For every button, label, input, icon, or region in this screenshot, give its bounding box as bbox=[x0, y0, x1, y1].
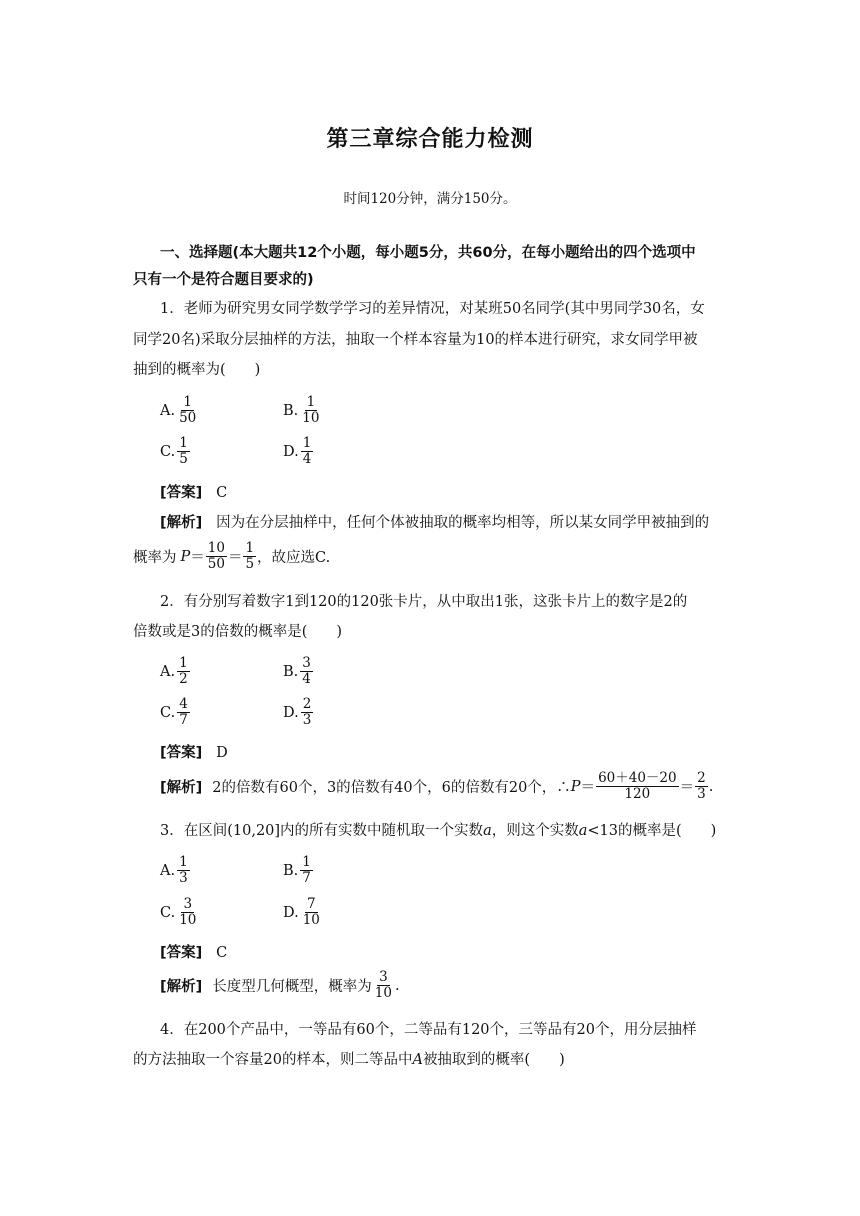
option-label: A. bbox=[160, 663, 176, 680]
q1-line2: 同学20名)采取分层抽样的方法，抽取一个样本容量为10的样本进行研究，求女同学甲被 bbox=[133, 332, 698, 348]
answer-value: C bbox=[216, 485, 228, 501]
option-fraction: $\frac{1}{5}$ bbox=[179, 435, 188, 467]
option-label: C. bbox=[160, 904, 176, 921]
q3-option-b bbox=[283, 855, 314, 886]
q1-analysis-line2 bbox=[133, 541, 330, 572]
analysis-tag: [解析] bbox=[160, 515, 203, 531]
q2-answer bbox=[160, 743, 228, 763]
analysis-fraction: $\frac{1}{5}$ bbox=[245, 540, 255, 572]
answer-tag: [答案] bbox=[160, 745, 203, 761]
q3-text: 3．在区间(10,20]内的所有实数中随机取一个实数 bbox=[160, 823, 484, 839]
q2-option-d bbox=[283, 697, 314, 728]
q2-option-c bbox=[160, 697, 191, 728]
analysis-fraction: $\frac{2}{3}$ bbox=[697, 770, 706, 802]
equals-sign: ＝ bbox=[190, 550, 205, 566]
section-heading-line2: 只有一个是符合题目要求的) bbox=[133, 272, 314, 288]
q1-option-b bbox=[283, 395, 322, 426]
variable-a: a bbox=[578, 823, 588, 839]
equals-sign: ＝ bbox=[679, 780, 695, 796]
q4-text: 被抽取到的概率( ) bbox=[422, 1052, 565, 1068]
q2-option-a bbox=[160, 656, 191, 687]
q3-answer bbox=[160, 943, 227, 963]
q1-line3: 抽到的概率为( ) bbox=[133, 362, 261, 378]
q3-line1 bbox=[160, 821, 716, 841]
analysis-text: 长度型几何概型，概率为 bbox=[212, 979, 372, 995]
option-label: C. bbox=[160, 704, 176, 721]
equals-sign: ＝ bbox=[227, 550, 243, 566]
equals-sign: ＝ bbox=[580, 780, 596, 796]
analysis-fraction: $\frac{60+40-20}{120}$ bbox=[598, 770, 677, 802]
option-fraction: $\frac{3}{4}$ bbox=[302, 655, 311, 687]
option-label: B. bbox=[283, 663, 299, 680]
option-label: B. bbox=[283, 402, 299, 419]
analysis-text: 概率为 bbox=[133, 550, 177, 566]
option-label: D. bbox=[283, 704, 299, 721]
option-fraction: $\frac{1}{3}$ bbox=[179, 854, 188, 886]
variable-a: a bbox=[483, 823, 492, 839]
q3-option-d bbox=[283, 897, 323, 928]
q4-line1: 4．在200个产品中，一等品有60个，二等品有120个，三等品有20个，用分层抽样 bbox=[160, 1022, 697, 1038]
option-fraction: $\frac{2}{3}$ bbox=[302, 696, 312, 728]
q2-option-b bbox=[283, 656, 314, 687]
answer-tag: [答案] bbox=[160, 485, 203, 501]
analysis-text: ，故应选C. bbox=[257, 550, 331, 566]
option-fraction: $\frac{1}{4}$ bbox=[302, 435, 312, 467]
option-fraction: $\frac{1}{7}$ bbox=[302, 854, 311, 886]
option-label: D. bbox=[283, 443, 299, 460]
analysis-text: . bbox=[708, 778, 714, 795]
option-fraction: $\frac{1}{10}$ bbox=[302, 394, 320, 426]
page-subtitle: 时间120分钟，满分150分。 bbox=[343, 191, 517, 207]
option-fraction: $\frac{4}{7}$ bbox=[179, 696, 188, 728]
q4-line2 bbox=[133, 1050, 565, 1070]
option-fraction: $\frac{1}{2}$ bbox=[179, 655, 188, 687]
page-title: 第三章综合能力检测 bbox=[326, 127, 534, 152]
q2-analysis bbox=[160, 771, 713, 802]
analysis-text: 2的倍数有60个，3的倍数有40个，6的倍数有20个，∴ bbox=[212, 780, 571, 796]
q1-line1: 1．老师为研究男女同学数学学习的差异情况，对某班50名同学(其中男同学30名，女 bbox=[160, 301, 705, 317]
analysis-fraction: $\frac{10}{50}$ bbox=[207, 540, 225, 572]
q3-text: <13的概率是( ) bbox=[587, 823, 717, 839]
q3-text: ，则这个实数 bbox=[491, 823, 579, 839]
q2-line1: 2．有分别写着数字1到120的120张卡片，从中取出1张，这张卡片上的数字是2的 bbox=[160, 594, 688, 610]
option-fraction: $\frac{7}{10}$ bbox=[302, 896, 320, 928]
analysis-text: 因为在分层抽样中，任何个体被抽取的概率均相等，所以某女同学甲被抽到的 bbox=[216, 515, 710, 531]
q3-analysis bbox=[160, 970, 400, 1001]
option-label: C. bbox=[160, 443, 176, 460]
variable-p: P bbox=[570, 778, 581, 795]
analysis-tag: [解析] bbox=[160, 979, 203, 995]
variable-A: A bbox=[412, 1052, 423, 1068]
variable-p: P bbox=[180, 548, 191, 565]
q1-option-d bbox=[283, 436, 314, 467]
q1-option-a bbox=[160, 395, 199, 426]
option-label: D. bbox=[283, 904, 299, 921]
q4-text: 的方法抽取一个容量20的样本，则二等品中 bbox=[133, 1052, 413, 1068]
answer-value: C bbox=[216, 945, 228, 961]
option-fraction: $\frac{1}{50}$ bbox=[179, 394, 197, 426]
q1-option-c bbox=[160, 436, 191, 467]
q2-line2: 倍数或是3的倍数的概率是( ) bbox=[133, 624, 343, 640]
q3-option-c bbox=[160, 897, 199, 928]
option-label: A. bbox=[160, 402, 176, 419]
option-label: B. bbox=[283, 862, 299, 879]
q3-option-a bbox=[160, 855, 191, 886]
q1-analysis-line1 bbox=[160, 513, 709, 533]
option-fraction: $\frac{3}{10}$ bbox=[179, 896, 197, 928]
answer-value: D bbox=[216, 745, 228, 761]
analysis-text: . bbox=[394, 977, 400, 994]
answer-tag: [答案] bbox=[160, 945, 203, 961]
analysis-fraction: $\frac{3}{10}$ bbox=[374, 969, 392, 1001]
option-label: A. bbox=[160, 862, 176, 879]
q1-answer bbox=[160, 483, 227, 503]
analysis-tag: [解析] bbox=[160, 780, 203, 796]
section-heading-line1: 一、选择题(本大题共12个小题，每小题5分，共60分，在每小题给出的四个选项中 bbox=[160, 245, 696, 261]
